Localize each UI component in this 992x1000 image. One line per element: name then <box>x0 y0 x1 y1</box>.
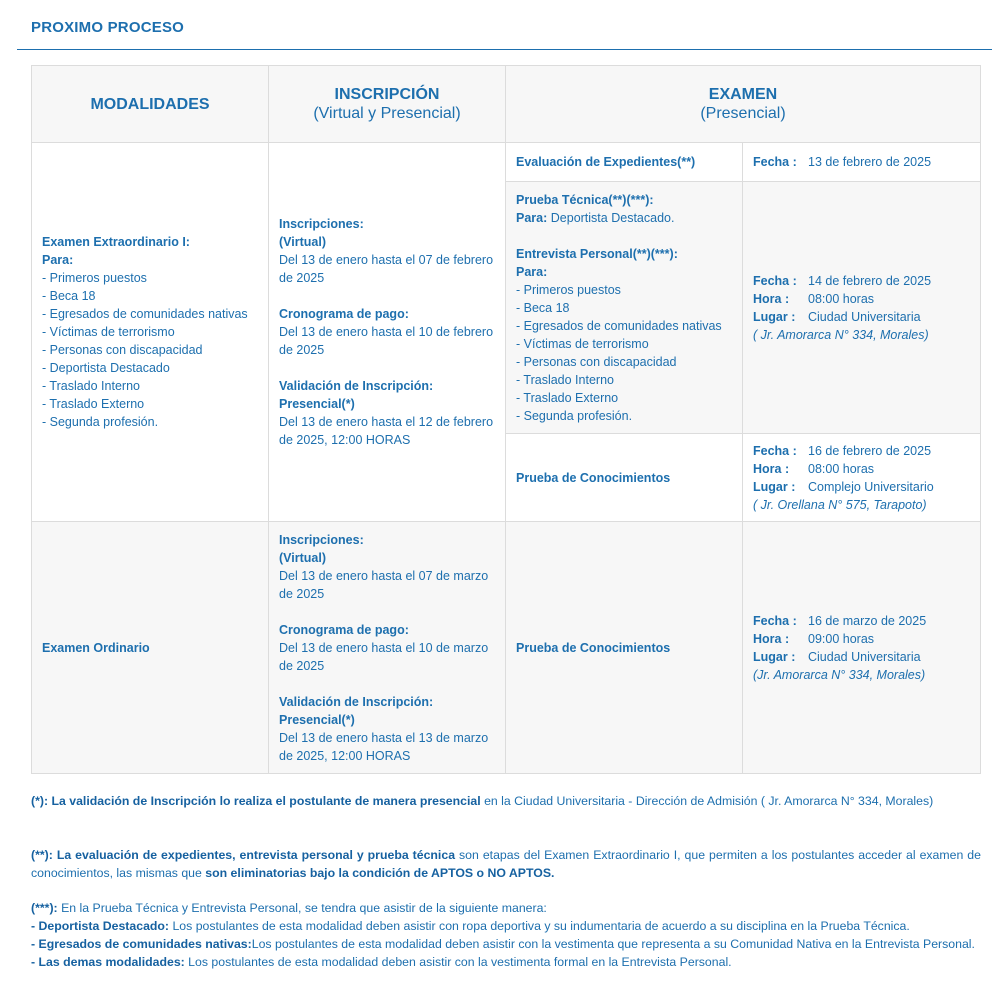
extraordinario-para: Para: <box>42 253 74 267</box>
note-3-text: En la Prueba Técnica y Entrevista Personal, se tendra que asistir de la siguiente manera: <box>57 901 547 915</box>
inscripciones-dates: Del 13 de enero hasta el 07 de marzo de 2025 <box>279 568 489 601</box>
ordinario-title: Examen Ordinario <box>42 640 150 655</box>
note-3-bold: (***): <box>31 901 58 915</box>
header-modalidades <box>32 66 269 143</box>
inscripciones-label: Inscripciones: <box>279 532 364 547</box>
list-item: - Traslado Externo <box>516 390 619 405</box>
entrevista-para: Para: <box>516 264 548 279</box>
fecha-label: Fecha : <box>753 443 797 458</box>
direccion-value: ( Jr. Amorarca N° 334, Morales) <box>753 327 929 342</box>
header-examen-title: EXAMEN <box>708 86 778 103</box>
header-examen <box>506 66 981 143</box>
hora-label: Hora : <box>753 291 790 306</box>
note-2-bold: (**): La evaluación de expedientes, entrevista personal y prueba técnica <box>31 848 456 862</box>
validacion-label: Validación de Inscripción: <box>279 379 434 393</box>
prueba-tecnica-title: Prueba Técnica(**)(***): <box>516 192 654 207</box>
list-item: - Primeros puestos <box>42 271 147 285</box>
fecha-label: Fecha : <box>753 273 797 288</box>
list-item: - Beca 18 <box>42 289 96 303</box>
note-asterisk-3 <box>31 899 981 971</box>
note-3-item-1-text: Los postulantes de esta modalidad deben asistir con ropa deportiva y su indumentaria de acuerdo a su disciplina en la Prueba Técnica. <box>169 919 910 933</box>
note-asterisk-2 <box>31 846 981 882</box>
ordinario-inscripcion-cell <box>269 522 506 774</box>
header-inscripcion-title: INSCRIPCIÓN <box>334 86 440 103</box>
para-label: Para: <box>516 210 548 225</box>
list-item: - Egresados de comunidades nativas <box>516 318 722 333</box>
note-3-item-3-text: Los postulantes de esta modalidad deben asistir con la vestimenta formal en la Entrevista Personal. <box>184 955 732 969</box>
schedule-table <box>31 65 981 774</box>
conocimientos-date-cell <box>743 434 981 522</box>
validacion-dates: Del 13 de enero hasta el 13 de marzo de 2025, 12:00 HORAS <box>279 730 489 763</box>
extraordinario-modalidad-cell <box>32 143 269 522</box>
prueba-tecnica-date-cell <box>743 182 981 434</box>
para-value: Deportista Destacado. <box>550 210 675 225</box>
cronograma-label: Cronograma de pago: <box>279 622 409 637</box>
presencial-label: Presencial(*) <box>279 397 355 411</box>
ordinario-conocimientos-name-cell <box>506 522 743 774</box>
ordinario-modalidad-cell <box>32 522 269 774</box>
list-item: - Víctimas de terrorismo <box>516 336 649 351</box>
hora-value: 08:00 horas <box>808 291 875 306</box>
hora-label: Hora : <box>753 461 790 476</box>
header-modalidades-label: MODALIDADES <box>90 95 210 113</box>
presencial-label: Presencial(*) <box>279 712 355 727</box>
virtual-label: (Virtual) <box>279 550 326 565</box>
fecha-value: 14 de febrero de 2025 <box>808 273 932 288</box>
entrevista-list <box>516 281 732 425</box>
evaluacion-name-cell <box>506 143 743 182</box>
lugar-label: Lugar : <box>753 309 796 324</box>
validacion-label: Validación de Inscripción: <box>279 694 434 709</box>
inscripciones-dates: Del 13 de enero hasta el 07 de febrero de 2025 <box>279 253 494 285</box>
fecha-label: Fecha : <box>753 613 797 628</box>
extraordinario-title: Examen Extraordinario I: <box>42 235 190 249</box>
note-asterisk-1 <box>31 792 981 810</box>
note-1-text: en la Ciudad Universitaria - Dirección de Admisión ( Jr. Amorarca N° 334, Morales) <box>480 794 934 808</box>
cronograma-dates: Del 13 de enero hasta el 10 de febrero de 2025 <box>279 325 494 357</box>
note-3-item-2-bold: - Egresados de comunidades nativas: <box>31 937 252 951</box>
list-item: - Personas con discapacidad <box>42 343 203 357</box>
lugar-label: Lugar : <box>753 649 796 664</box>
header-examen-sub: (Presencial) <box>700 105 786 122</box>
list-item: - Víctimas de terrorismo <box>42 325 175 339</box>
header-inscripcion-sub: (Virtual y Presencial) <box>313 105 461 122</box>
evaluacion-date-cell <box>743 143 981 182</box>
hora-value: 08:00 horas <box>808 461 875 476</box>
inscripciones-label: Inscripciones: <box>279 217 364 231</box>
list-item: - Primeros puestos <box>516 282 621 297</box>
section-title: PROXIMO PROCESO <box>31 19 185 36</box>
note-3-item-3-bold: - Las demas modalidades: <box>31 955 185 969</box>
hora-value: 09:00 horas <box>808 631 875 646</box>
note-3-item-1-bold: - Deportista Destacado: <box>31 919 170 933</box>
list-item: - Deportista Destacado <box>42 361 170 375</box>
lugar-value: Complejo Universitario <box>808 479 934 494</box>
evaluacion-name: Evaluación de Expedientes(**) <box>516 155 696 169</box>
list-item: - Traslado Externo <box>42 397 145 411</box>
ordinario-conocimientos-date-cell <box>743 522 981 774</box>
fecha-value: 16 de marzo de 2025 <box>808 613 927 628</box>
list-item: - Beca 18 <box>516 300 570 315</box>
list-item: - Traslado Interno <box>42 379 140 393</box>
prueba-tecnica-cell <box>506 182 743 434</box>
fecha-value: 13 de febrero de 2025 <box>808 155 932 169</box>
hora-label: Hora : <box>753 631 790 646</box>
conocimientos-name: Prueba de Conocimientos <box>516 470 671 485</box>
title-underline <box>17 49 992 50</box>
entrevista-title: Entrevista Personal(**)(***): <box>516 246 678 261</box>
cronograma-dates: Del 13 de enero hasta el 10 de marzo de 2025 <box>279 640 489 673</box>
note-1-bold: (*): La validación de Inscripción lo realiza el postulante de manera presencial <box>31 794 481 808</box>
list-item: - Egresados de comunidades nativas <box>42 307 248 321</box>
note-2-text: son etapas del Examen Extraordinario I, que permiten a los postulantes acceder al examen de conocimientos, las mismas que <box>31 848 981 880</box>
note-3-item-2-text: Los postulantes de esta modalidad deben asistir con la vestimenta que representa a su Comunidad Nativa en la Entrevista Personal. <box>251 937 975 951</box>
conocimientos-name-cell <box>506 434 743 522</box>
direccion-value: (Jr. Amorarca N° 334, Morales) <box>753 667 926 682</box>
fecha-label: Fecha : <box>753 155 797 169</box>
header-inscripcion <box>269 66 506 143</box>
virtual-label: (Virtual) <box>279 235 326 249</box>
lugar-label: Lugar : <box>753 479 796 494</box>
extraordinario-list <box>42 269 258 431</box>
lugar-value: Ciudad Universitaria <box>808 309 921 324</box>
validacion-dates: Del 13 de enero hasta el 12 de febrero de 2025, 12:00 HORAS <box>279 415 494 447</box>
list-item: - Personas con discapacidad <box>516 354 677 369</box>
cronograma-label: Cronograma de pago: <box>279 307 409 321</box>
conocimientos-name: Prueba de Conocimientos <box>516 640 671 655</box>
list-item: - Segunda profesión. <box>42 415 159 429</box>
list-item: - Segunda profesión. <box>516 408 633 423</box>
extraordinario-inscripcion-cell <box>269 143 506 522</box>
fecha-value: 16 de febrero de 2025 <box>808 443 932 458</box>
lugar-value: Ciudad Universitaria <box>808 649 921 664</box>
note-2-bold-2: son eliminatorias bajo la condición de APTOS o NO APTOS. <box>205 866 555 880</box>
list-item: - Traslado Interno <box>516 372 614 387</box>
direccion-value: ( Jr. Orellana N° 575, Tarapoto) <box>753 497 927 512</box>
